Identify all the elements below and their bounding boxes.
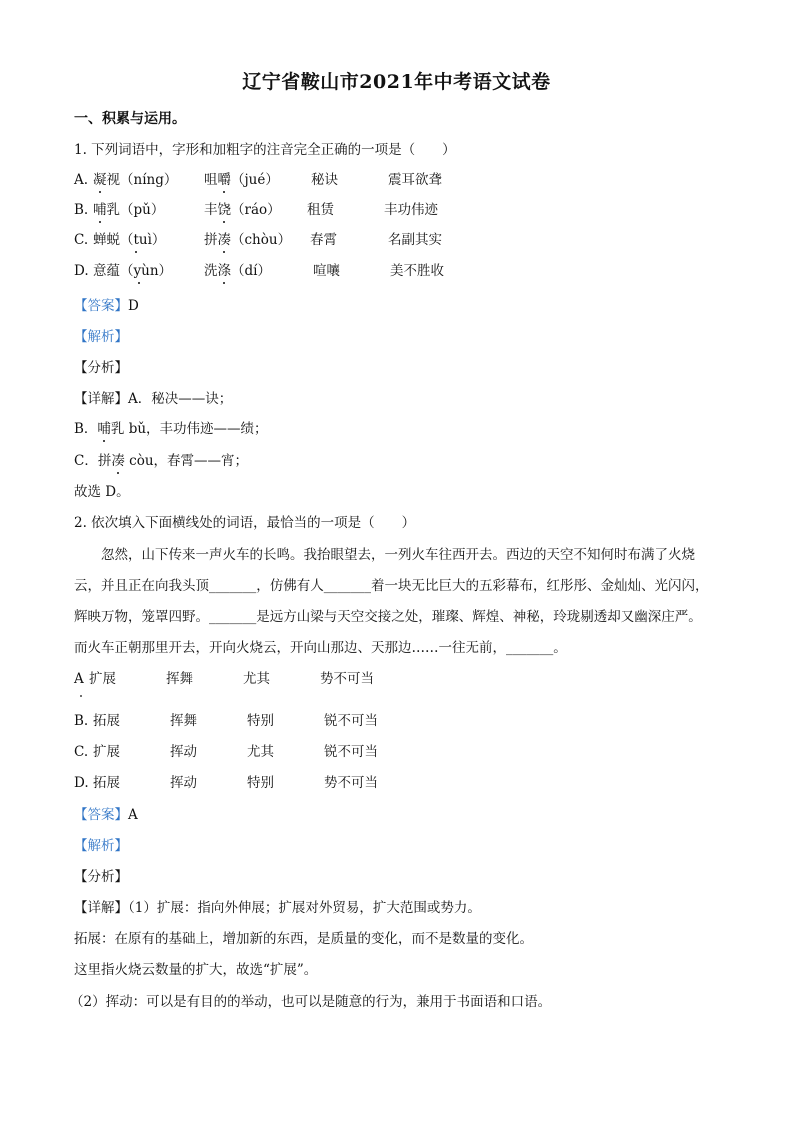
question-1-answer: 【答案】D bbox=[74, 298, 139, 314]
stray-dot bbox=[80, 695, 82, 697]
question-2-answer: 【答案】A bbox=[74, 807, 138, 823]
passage-line: 忽然，山下传来一声火车的长鸣。我抬眼望去，一列火车往西开去。西边的天空不知何时布满了火烧 bbox=[74, 547, 695, 563]
page-title: 辽宁省鞍山市2021年中考语文试卷 bbox=[242, 71, 551, 93]
question-1-fenxi: 【分析】 bbox=[74, 360, 128, 376]
question-1-detail-c: C．拼凑 còu，春霄——宵； bbox=[74, 453, 249, 469]
question-1-conclusion: 故选 D。 bbox=[74, 484, 130, 500]
question-2-detail-2: 拓展：在原有的基础上，增加新的东西，是质量的变化，而不是数量的变化。 bbox=[74, 931, 533, 947]
question-2-fenxi: 【分析】 bbox=[74, 869, 128, 885]
question-2-detail-1: 【详解】（1）扩展：指向外伸展；扩展对外贸易，扩大范围或势力。 bbox=[74, 900, 481, 916]
question-1-jiexi: 【解析】 bbox=[74, 329, 128, 345]
passage-line: 而火车正朝那里开去，开向火烧云，开向山那边、天那边……一往无前，_______。 bbox=[74, 640, 567, 656]
section-heading: 一、积累与运用。 bbox=[74, 111, 186, 127]
question-2-detail-3: 这里指火烧云数量的扩大，故选“扩展”。 bbox=[74, 962, 318, 978]
question-1-stem: 1. 下列词语中，字形和加粗字的注音完全正确的一项是（ ） bbox=[74, 142, 456, 158]
passage-line: 辉映万物，笼罩四野。_______是远方山梁与天空交接之处，璀璨、辉煌、神秘，玲珑剔透却又幽深庄严。 bbox=[74, 609, 702, 625]
question-2-stem: 2. 依次填入下面横线处的词语，最恰当的一项是（ ） bbox=[74, 515, 416, 531]
passage-line: 云，并且正在向我头顶_______，仿佛有人_______着一块无比巨大的五彩幕布，红彤彤、金灿灿、光闪闪， bbox=[74, 578, 709, 594]
question-2-passage bbox=[74, 540, 724, 664]
question-2-jiexi: 【解析】 bbox=[74, 838, 128, 854]
question-1-detail-a: 【详解】A．秘决——诀； bbox=[74, 391, 233, 407]
question-2-detail-4: （2）挥动：可以是有目的的举动，也可以是随意的行为，兼用于书面语和口语。 bbox=[70, 994, 552, 1010]
question-1-detail-b: B．哺乳 bǔ，丰功伟迹——绩； bbox=[74, 421, 268, 437]
